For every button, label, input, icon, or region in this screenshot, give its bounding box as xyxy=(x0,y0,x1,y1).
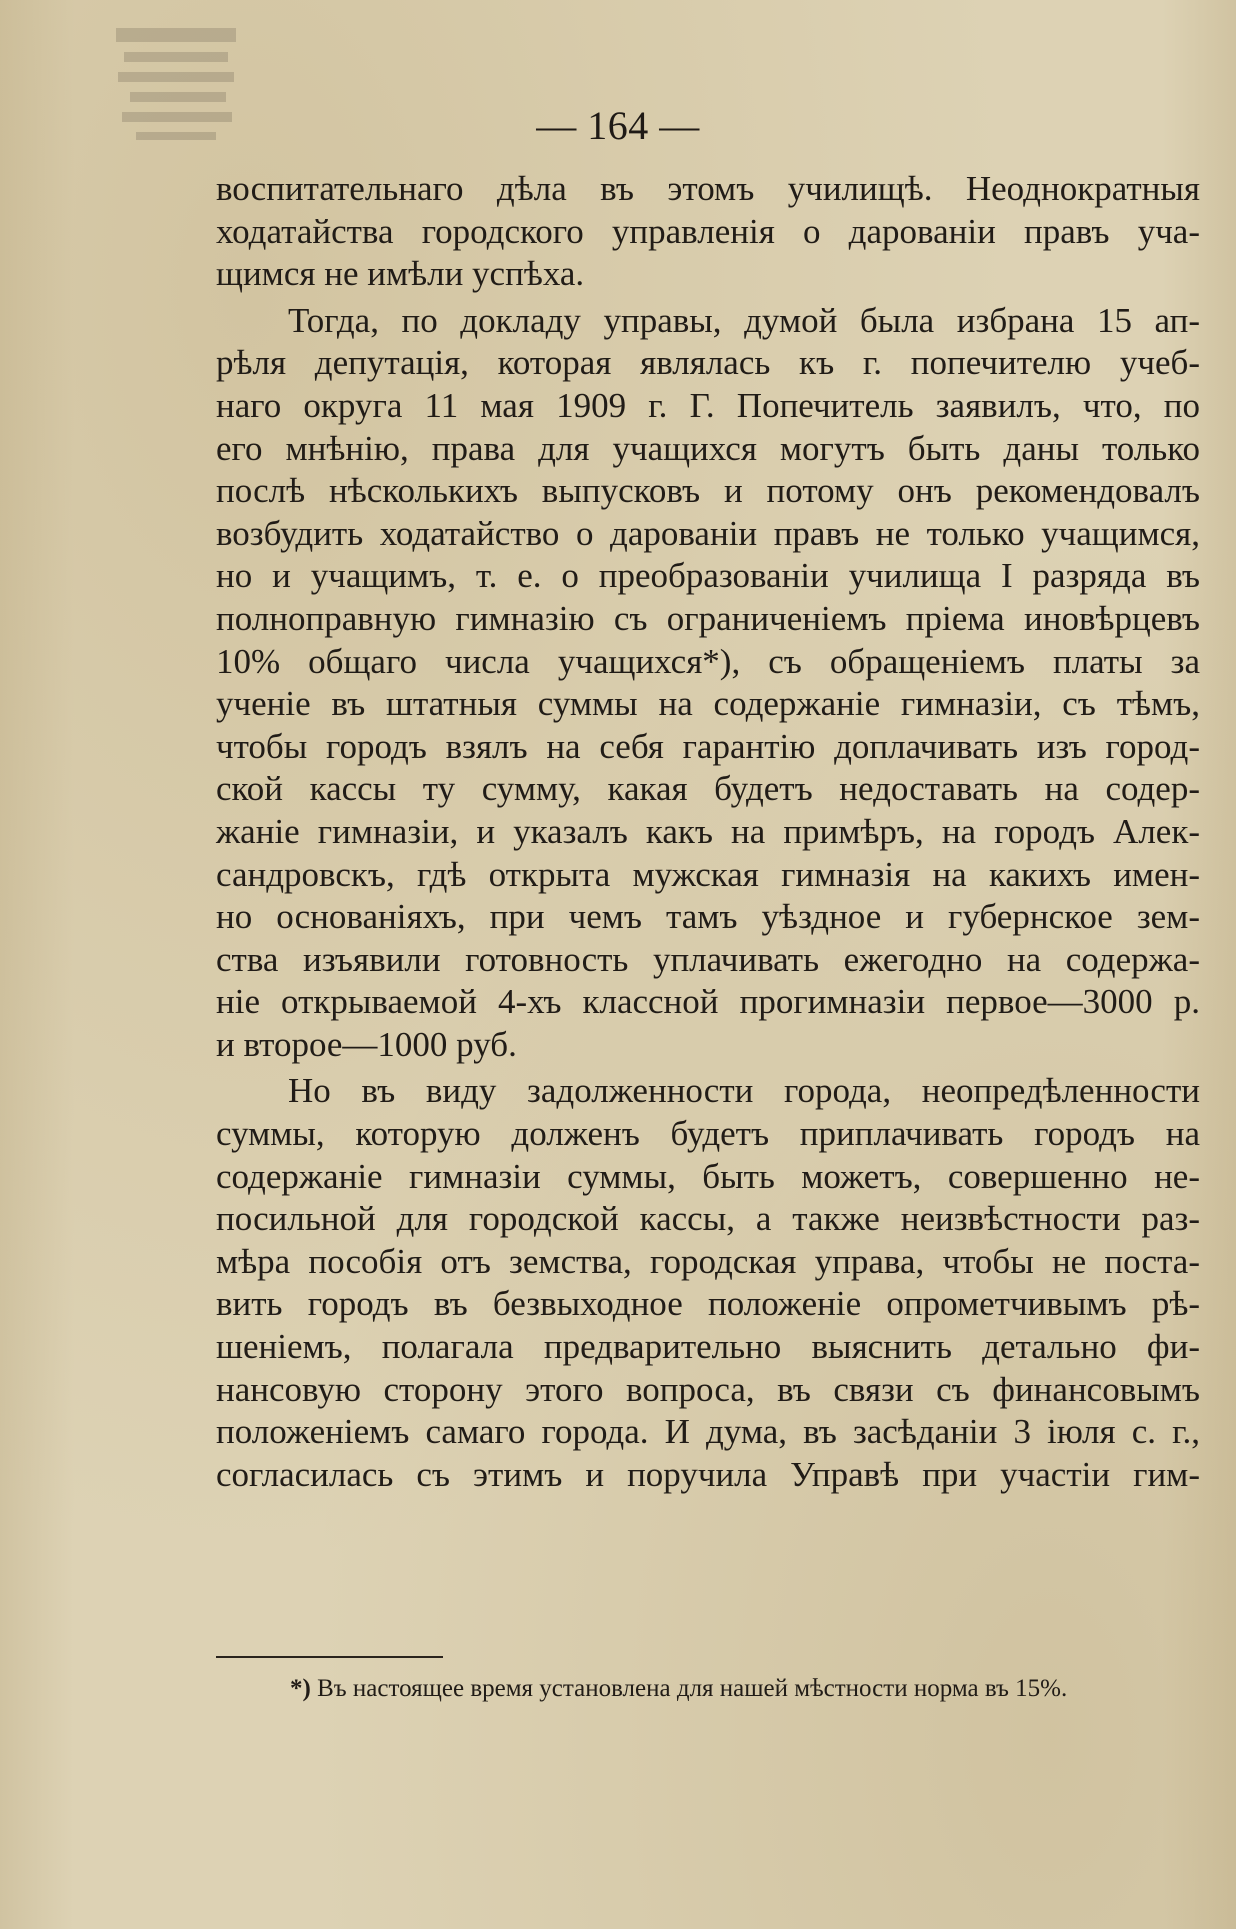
text-line: Но въ виду задолженности города, неопредѣленности xyxy=(288,1071,1200,1111)
text-line: Тогда, по докладу управы, думой была избрана 15 ап- xyxy=(288,300,1200,340)
footnote xyxy=(290,1672,1200,1706)
paragraph-1 xyxy=(216,168,1200,296)
text-line: мѣра пособія отъ земства, городская управа, чтобы не поста- xyxy=(216,1241,1200,1281)
text-line: наго округа 11 мая 1909 г. Г. Попечитель заявилъ, что, по xyxy=(216,385,1200,425)
text-line: послѣ нѣсколькихъ выпусковъ и потому онъ рекомендовалъ xyxy=(216,471,1200,511)
text-line: нансовую сторону этого вопроса, въ связи съ финансовымъ xyxy=(216,1369,1200,1409)
text-line: суммы, которую долженъ будетъ приплачивать городъ на xyxy=(216,1114,1200,1154)
text-line: щимся не имѣли успѣха. xyxy=(216,254,585,294)
text-line: возбудить ходатайство о дарованіи правъ не только учащимся, xyxy=(216,513,1200,553)
text-line: ства изъявили готовность уплачивать ежегодно на содержа- xyxy=(216,939,1200,979)
text-line: согласилась съ этимъ и поручила Управѣ при участіи гим- xyxy=(216,1454,1200,1494)
text-line: полноправную гимназію съ ограниченіемъ пріема иновѣрцевъ xyxy=(216,598,1200,638)
text-line: ходатайства городского управленія о дарованіи правъ уча- xyxy=(216,211,1200,251)
text-line: чтобы городъ взялъ на себя гарантію доплачивать изъ город- xyxy=(216,726,1200,766)
text-line: ской кассы ту сумму, какая будетъ недоставать на содер- xyxy=(216,769,1200,809)
text-line: но и учащимъ, т. е. о преобразованіи училища I разряда въ xyxy=(216,556,1200,596)
text-line: сандровскъ, гдѣ открыта мужская гимназія на какихъ имен- xyxy=(216,854,1200,894)
text-line: вить городъ въ безвыходное положеніе опрометчивымъ рѣ- xyxy=(216,1284,1200,1324)
text-line: содержаніе гимназіи суммы, быть можетъ, совершенно не- xyxy=(216,1156,1200,1196)
text-line: ученіе въ штатныя суммы на содержаніе гимназіи, съ тѣмъ, xyxy=(216,684,1200,724)
text-line: воспитательнаго дѣла въ этомъ училищѣ. Неоднократныя xyxy=(216,169,1200,208)
footnote-text: Въ настоящее время установлена для нашей мѣстности норма въ 15%. xyxy=(317,1675,1068,1702)
text-line: положеніемъ самаго города. И дума, въ засѣданіи 3 іюля с. г., xyxy=(216,1412,1200,1452)
text-line: шеніемъ, полагала предварительно выяснить детально фи- xyxy=(216,1327,1200,1367)
text-line: посильной для городской кассы, а также неизвѣстности раз- xyxy=(216,1199,1200,1239)
text-line: ніе открываемой 4-хъ классной прогимназіи первое—3000 р. xyxy=(216,982,1200,1022)
paragraph-3 xyxy=(216,1070,1200,1496)
text-line: 10% общаго числа учащихся*), съ обращеніемъ платы за xyxy=(216,641,1200,681)
text-line: жаніе гимназіи, и указалъ какъ на примѣръ, на городъ Алек- xyxy=(216,811,1200,851)
page-number: — 164 — xyxy=(536,103,700,148)
text-line: его мнѣнію, права для учащихся могутъ быть даны только xyxy=(216,428,1200,468)
text-line: но основаніяхъ, при чемъ тамъ уѣздное и губернское зем- xyxy=(216,897,1200,937)
footnote-rule xyxy=(216,1656,443,1658)
footnote-marker: *) xyxy=(290,1675,311,1702)
main-text xyxy=(216,168,1200,1496)
text-line: рѣля депутація, которая являлась къ г. попечителю учеб- xyxy=(216,343,1200,383)
paragraph-2 xyxy=(216,300,1200,1067)
text-line: и второе—1000 руб. xyxy=(216,1024,517,1064)
